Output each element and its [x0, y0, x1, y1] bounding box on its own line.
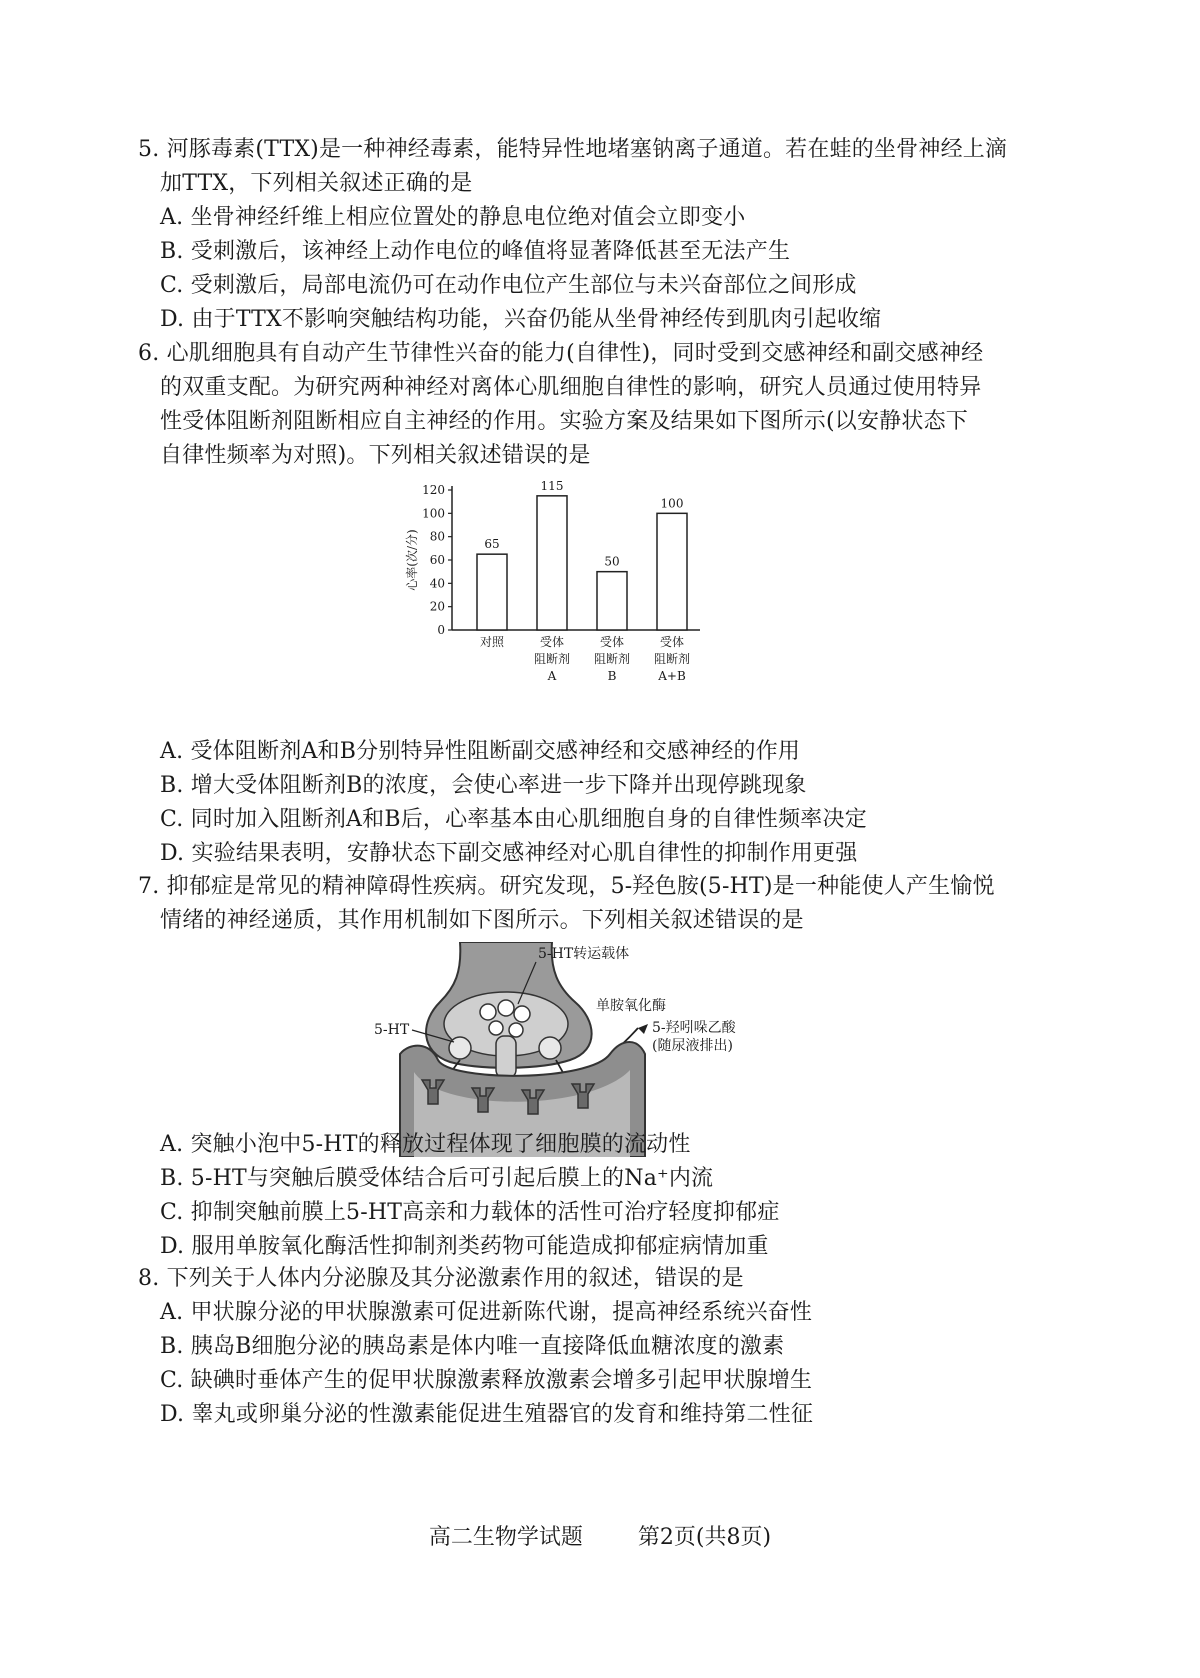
- option-a: A. 甲状腺分泌的甲状腺激素可促进新陈代谢，提高神经系统兴奋性: [160, 1300, 813, 1325]
- option-a: A. 坐骨神经纤维上相应位置处的静息电位绝对值会立即变小: [160, 205, 746, 230]
- heart-rate-bar-chart: [400, 478, 740, 728]
- y-tick-label: 20: [429, 599, 445, 614]
- option-d: D. 实验结果表明，安静状态下副交感神经对心肌自律性的抑制作用更强: [160, 841, 858, 866]
- option-b: B. 受刺激后，该神经上动作电位的峰值将显著降低甚至无法产生: [160, 239, 791, 264]
- category-label: B: [607, 669, 617, 683]
- option-d: D. 睾丸或卵巢分泌的性激素能促进生殖器官的发育和维持第二性征: [160, 1402, 814, 1427]
- option-c: C. 同时加入阻断剂A和B后，心率基本由心肌细胞自身的自律性频率决定: [160, 807, 867, 832]
- question-stem-line: 加TTX，下列相关叙述正确的是: [160, 171, 473, 196]
- product-note: (随尿液排出): [652, 1038, 733, 1054]
- question-stem-line: 自律性频率为对照)。下列相关叙述错误的是: [160, 443, 591, 468]
- question-stem-line: 性受体阻断剂阻断相应自主神经的作用。实验方案及结果如下图所示(以安静状态下: [160, 409, 968, 434]
- bar-value-label: 115: [540, 478, 564, 493]
- bar: [477, 554, 507, 630]
- question-5: [138, 133, 1038, 337]
- footer-subject: 高二生物学试题: [428, 1525, 583, 1550]
- option-c: C. 抑制突触前膜上5-HT高亲和力载体的活性可治疗轻度抑郁症: [160, 1200, 780, 1225]
- category-label: 阻断剂: [533, 652, 571, 666]
- question-stem-line: 5. 河豚毒素(TTX)是一种神经毒素，能特异性地堵塞钠离子通道。若在蛙的坐骨神经上滴: [138, 137, 1008, 162]
- category-label: A+B: [658, 669, 686, 683]
- question-7-options: [138, 1128, 1038, 1264]
- category-label: 阻断剂: [653, 652, 691, 666]
- page-footer: [0, 1520, 1200, 1551]
- category-label: A: [547, 669, 557, 683]
- question-stem-line: 6. 心肌细胞具有自动产生节律性兴奋的能力(自律性)，同时受到交感神经和副交感神经: [138, 341, 984, 366]
- option-a: A. 突触小泡中5-HT的释放过程体现了细胞膜的流动性: [160, 1132, 691, 1157]
- y-tick-label: 80: [429, 529, 445, 544]
- bar: [657, 513, 687, 630]
- option-b: B. 胰岛B细胞分泌的胰岛素是体内唯一直接降低血糖浓度的激素: [160, 1334, 785, 1359]
- option-a: A. 受体阻断剂A和B分别特异性阻断副交感神经和交感神经的作用: [160, 739, 801, 764]
- y-tick-label: 120: [422, 483, 445, 497]
- synapse-diagram: [360, 942, 830, 1157]
- question-stem-line: 的双重支配。为研究两种神经对离体心肌细胞自律性的影响，研究人员通过使用特异: [160, 375, 982, 400]
- option-d: D. 由于TTX不影响突触结构功能，兴奋仍能从坐骨神经传到肌肉引起收缩: [160, 307, 882, 332]
- option-b: B. 增大受体阻断剂B的浓度，会使心率进一步下降并出现停跳现象: [160, 773, 807, 798]
- y-tick-label: 100: [422, 506, 445, 521]
- category-label: 阻断剂: [593, 652, 631, 666]
- serotonin-label: 5-HT: [374, 1022, 410, 1038]
- category-label: 受体: [539, 635, 565, 649]
- bar-value-label: 100: [660, 496, 684, 511]
- y-axis-label: 心率(次/分): [405, 529, 419, 591]
- bar-value-label: 65: [484, 537, 500, 552]
- y-tick-label: 60: [429, 553, 445, 567]
- question-stem-line: 情绪的神经递质，其作用机制如下图所示。下列相关叙述错误的是: [160, 908, 804, 933]
- y-tick-label: 40: [429, 576, 445, 591]
- bar: [597, 572, 627, 630]
- enzyme-label: 单胺氧化酶: [596, 998, 666, 1014]
- question-stem-line: 7. 抑郁症是常见的精神障碍性疾病。研究发现，5-羟色胺(5-HT)是一种能使人产生愉悦: [138, 874, 995, 899]
- footer-page-number: 第2页(共8页): [637, 1525, 772, 1550]
- option-c: C. 受刺激后，局部电流仍可在动作电位产生部位与未兴奋部位之间形成: [160, 273, 857, 298]
- y-tick-label: 0: [437, 623, 445, 637]
- question-8: [138, 1262, 1038, 1432]
- category-label: 受体: [599, 635, 625, 649]
- question-stem-line: 8. 下列关于人体内分泌腺及其分泌激素作用的叙述，错误的是: [138, 1266, 744, 1291]
- bar-value-label: 50: [604, 554, 620, 569]
- question-6-options: [138, 735, 1038, 871]
- option-c: C. 缺碘时垂体产生的促甲状腺激素释放激素会增多引起甲状腺增生: [160, 1368, 813, 1393]
- option-d: D. 服用单胺氧化酶活性抑制剂类药物可能造成抑郁症病情加重: [160, 1234, 769, 1259]
- transporter-label: 5-HT转运载体: [538, 946, 630, 962]
- category-label: 对照: [479, 635, 505, 649]
- question-6: [138, 337, 1038, 473]
- option-b: B. 5-HT与突触后膜受体结合后可引起后膜上的Na⁺内流: [160, 1166, 714, 1191]
- category-label: 受体: [659, 635, 685, 649]
- bar: [537, 496, 567, 630]
- question-7: [138, 870, 1038, 938]
- product-label: 5-羟吲哚乙酸: [652, 1020, 736, 1036]
